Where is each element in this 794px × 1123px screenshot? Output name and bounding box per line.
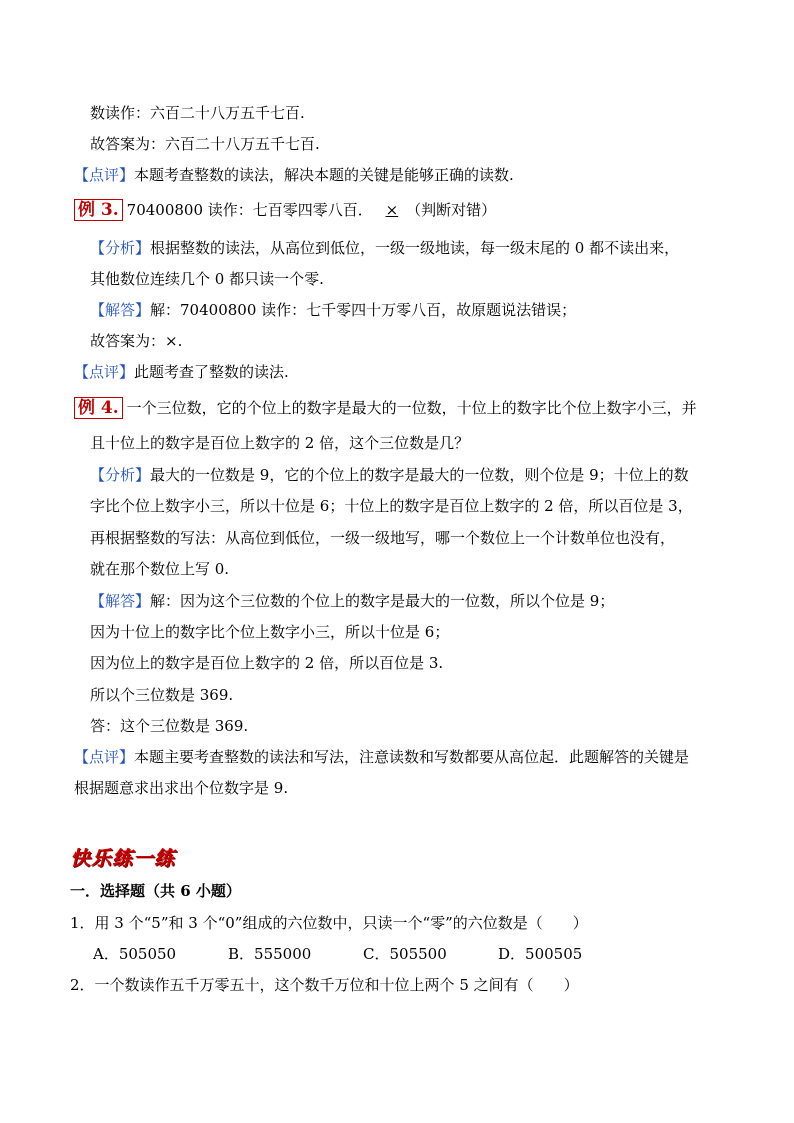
comment-tag: 【点评】 — [74, 748, 135, 766]
example2-read-as: 数读作：六百二十八万五千七百. — [90, 104, 305, 122]
example4-comment-cont: 根据题意求出求出个位数字是 9. — [74, 779, 289, 797]
solution-tag: 【解答】 — [90, 592, 151, 610]
example4-analysis — [90, 464, 689, 486]
comment-tag: 【点评】 — [74, 363, 135, 381]
example2-comment — [74, 164, 514, 186]
question-suffix: （判断对错） — [406, 201, 497, 219]
example4-solution — [90, 590, 614, 612]
example3-analysis — [90, 237, 679, 259]
example3-analysis-cont: 其他数位连续几个 0 都只读一个零. — [90, 270, 324, 288]
example2-answer: 故答案为：六百二十八万五千七百. — [90, 135, 320, 153]
example4-solution-3: 因为位上的数字是百位上数字的 2 倍，所以百位是 3. — [90, 654, 444, 672]
section-heading: 一．选择题（共 6 小题） — [70, 882, 241, 900]
example4-analysis-3: 再根据整数的写法：从高位到低位，一级一级地写，哪一个数位上一个计数单位也没有， — [90, 529, 676, 547]
example4-analysis-4: 就在那个数位上写 0. — [90, 560, 230, 578]
analysis-text: 根据整数的读法，从高位到低位，一级一级地读，每一级末尾的 0 都不读出来， — [150, 239, 680, 257]
example4-analysis-2: 字比个位上数字小三，所以十位是 6；十位上的数字是百位上数字的 2 倍，所以百位是 3， — [90, 497, 693, 515]
comment-text: 此题考查了整数的读法. — [134, 363, 289, 381]
question-1-options — [93, 943, 582, 965]
example4-comment — [74, 746, 689, 768]
example4-solution-4: 所以个三位数是 369. — [90, 686, 234, 704]
example3-answer: 故答案为：×. — [90, 332, 183, 350]
example-label: 例 3. — [74, 199, 123, 221]
example3-comment — [74, 361, 289, 383]
solution-text: 解：因为这个三位数的个位上的数字是最大的一位数，所以个位是 9； — [150, 592, 615, 610]
question-text: 一个三位数，它的个位上的数字是最大的一位数，十位上的数字比个位上数字小三，并 — [126, 399, 697, 417]
option-d[interactable]: D．500505 — [498, 945, 583, 963]
comment-tag: 【点评】 — [74, 166, 135, 184]
example-label: 例 4. — [74, 397, 123, 419]
example4-question — [74, 397, 697, 419]
solution-tag: 【解答】 — [90, 301, 151, 319]
example4-solution-5: 答：这个三位数是 369. — [90, 717, 249, 735]
example3-question — [74, 199, 496, 221]
analysis-tag: 【分析】 — [90, 466, 151, 484]
comment-text: 本题主要考查整数的读法和写法，注意读数和写数都要从高位起．此题解答的关键是 — [134, 748, 690, 766]
example3-solution — [90, 299, 576, 321]
analysis-tag: 【分析】 — [90, 239, 151, 257]
example4-solution-2: 因为十位上的数字比个位上数字小三，所以十位是 6； — [90, 623, 450, 641]
question-2: 2．一个数读作五千万零五十，这个数千万位和十位上两个 5 之间有（ ） — [70, 976, 579, 994]
practice-title: 快乐练一练 — [70, 846, 175, 870]
answer-blank: × — [385, 201, 399, 219]
option-b[interactable]: B．555000 — [228, 945, 312, 963]
analysis-text: 最大的一位数是 9，它的个位上的数字是最大的一位数，则个位是 9；十位上的数 — [150, 466, 689, 484]
comment-text: 本题考查整数的读法，解决本题的关键是能够正确的读数. — [134, 166, 514, 184]
option-c[interactable]: C．505500 — [363, 945, 447, 963]
option-a[interactable]: A．505050 — [93, 945, 177, 963]
question-text: 70400800 读作：七百零四零八百． — [126, 201, 373, 219]
question-1: 1．用 3 个“5”和 3 个“0”组成的六位数中，只读一个“零”的六位数是（ ） — [70, 914, 588, 932]
solution-text: 解：70400800 读作：七千零四十万零八百，故原题说法错误； — [150, 301, 577, 319]
example4-question-cont: 且十位上的数字是百位上数字的 2 倍，这个三位数是几？ — [90, 434, 470, 452]
